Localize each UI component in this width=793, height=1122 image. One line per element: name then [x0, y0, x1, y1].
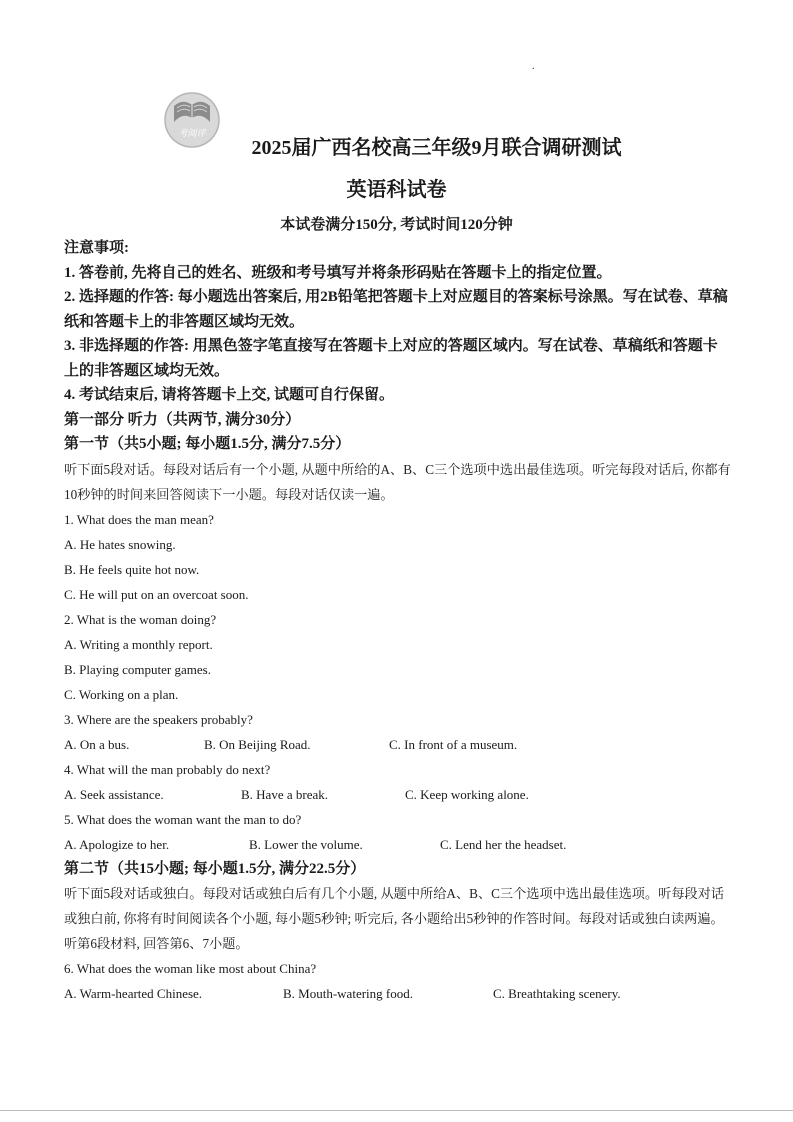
question-stem: 2. What is the woman doing?	[64, 611, 217, 627]
option-c: C. Working on a plan.	[64, 686, 179, 702]
section1-title: 第一节（共5小题; 每小题1.5分, 满分7.5分）	[64, 436, 351, 452]
option-b: B. Playing computer games.	[64, 661, 211, 677]
question-stem: 5. What does the woman want the man to do?	[64, 811, 302, 827]
options-row	[64, 732, 732, 757]
part1-title: 第一部分 听力（共两节, 满分30分）	[64, 411, 301, 428]
options-row	[64, 832, 732, 857]
material-note: 听第6段材料, 回答第6、7小题。	[64, 936, 249, 951]
note-item: 3. 非选择题的作答: 用黑色签字笔直接写在答题卡上对应的答题区域内。写在试卷、草稿纸和答题卡上的非答题区域均无效。	[64, 338, 718, 379]
option-a: A. On a bus.	[64, 736, 130, 752]
question-stem: 6. What does the woman like most about China?	[64, 961, 317, 976]
options-row	[64, 782, 732, 807]
option-b: B. On Beijing Road.	[204, 736, 311, 752]
note-item: 1. 答卷前, 先将自己的姓名、班级和考号填写并将条形码贴在答题卡上的指定位置。	[64, 264, 612, 281]
question-stem: 3. Where are the speakers probably?	[64, 711, 253, 727]
option-c: C. Breathtaking scenery.	[493, 986, 621, 1001]
page-dot: .	[532, 61, 535, 72]
options-row	[64, 981, 732, 1006]
option-c: C. He will put on an overcoat soon.	[64, 586, 249, 602]
section2-title: 第二节（共15小题; 每小题1.5分, 满分22.5分）	[64, 860, 366, 877]
exam-info: 本试卷满分150分, 考试时间120分钟	[280, 217, 513, 233]
question-stem: 4. What will the man probably do next?	[64, 761, 271, 777]
option-a: A. Warm-hearted Chinese.	[64, 986, 203, 1001]
question-stem: 1. What does the man mean?	[64, 511, 214, 527]
exam-title: 2025届广西名校高三年级9月联合调研测试	[251, 137, 622, 159]
logo-text: 考阅评	[178, 128, 206, 138]
section2-instructions: 听下面5段对话或独白。每段对话或独白后有几个小题, 从题中所给A、B、C三个选项中选出最佳选项。听每段对话或独白前, 你将有时间阅读各个小题, 每小题5秒钟; 听完后, 各小题给出5秒钟的作答时间。每段对话或独白读两遍。	[64, 886, 725, 926]
option-a: A. He hates snowing.	[64, 536, 176, 552]
option-b: B. Lower the volume.	[249, 836, 363, 852]
option-a: A. Writing a monthly report.	[64, 636, 213, 652]
option-b: B. He feels quite hot now.	[64, 561, 200, 577]
exam-content	[64, 236, 732, 1006]
subject-title: 英语科试卷	[346, 179, 447, 201]
option-c: C. Lend her the headset.	[440, 836, 567, 852]
option-a: A. Apologize to her.	[64, 836, 170, 852]
option-c: C. Keep working alone.	[405, 786, 529, 802]
section1-instructions: 听下面5段对话。每段对话后有一个小题, 从题中所给的A、B、C三个选项中选出最佳选项。听完每段对话后, 你都有 10秒钟的时间来回答阅读下一小题。每段对话仅读一遍。	[64, 461, 731, 502]
note-item: 4. 考试结束后, 请将答题卡上交, 试题可自行保留。	[64, 387, 395, 403]
option-b: B. Mouth-watering food.	[283, 986, 413, 1001]
option-c: C. In front of a museum.	[389, 736, 518, 752]
option-b: B. Have a break.	[241, 786, 328, 802]
notes-heading: 注意事项:	[64, 240, 129, 256]
footer-divider	[0, 1110, 793, 1111]
note-item: 2. 选择题的作答: 每小题选出答案后, 用2B铅笔把答题卡上对应题目的答案标号涂黑。写在试卷、草稿纸和答题卡上的非答题区域均无效。	[64, 289, 728, 330]
option-a: A. Seek assistance.	[64, 786, 164, 802]
